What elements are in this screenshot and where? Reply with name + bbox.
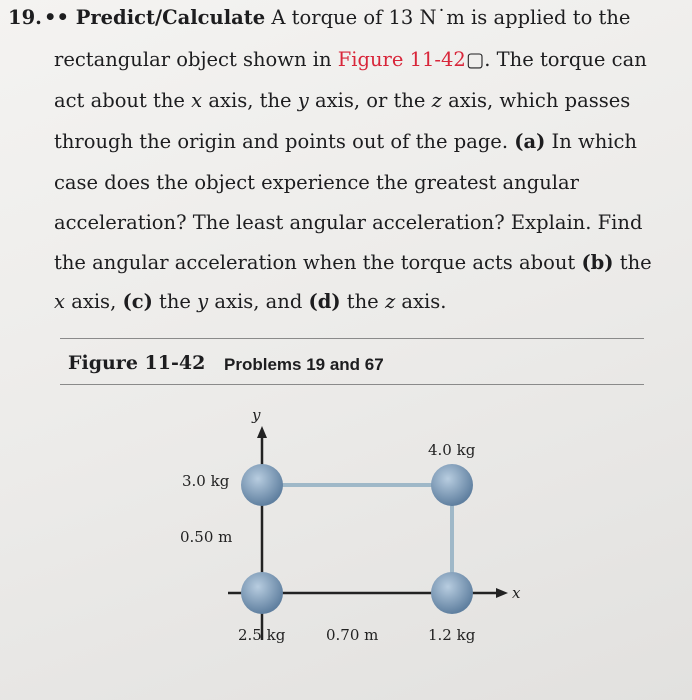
text-segment: z — [431, 89, 442, 112]
text-segment: axis, which passes — [441, 89, 631, 112]
text-segment: the — [152, 290, 198, 313]
text-segment: axis, the — [202, 89, 298, 112]
mass-label-bottom-right: 1.2 kg — [428, 626, 476, 644]
text-segment: x — [191, 89, 203, 112]
problem-number: 19. — [8, 6, 42, 29]
text-segment: the angular acceleration when the torque acts about — [54, 251, 582, 274]
mass-bottom-left — [241, 572, 283, 614]
x-axis-arrow-icon — [496, 588, 508, 598]
height-label: 0.50 m — [180, 528, 233, 546]
text-segment: act about the — [54, 89, 192, 112]
figure-link[interactable]: Figure 11-42 — [337, 48, 466, 71]
mass-top-right — [431, 464, 473, 506]
text-segment: (b) — [581, 251, 614, 274]
text-segment: z — [384, 290, 396, 313]
text-segment: (a) — [514, 130, 546, 153]
text-segment: rectangular object shown in — [54, 48, 338, 71]
mass-bottom-right — [431, 572, 473, 614]
mass-label-top-left: 3.0 kg — [182, 472, 230, 490]
mass-top-left — [241, 464, 283, 506]
text-segment: the — [613, 251, 652, 274]
text-segment: •• Predict/Calculate — [44, 6, 266, 29]
text-segment: axis, — [65, 290, 123, 313]
y-axis-label: y — [252, 406, 261, 424]
mass-label-bottom-left: 2.5 kg — [238, 626, 286, 644]
text-segment: (c) — [122, 290, 153, 313]
figure-problems: Problems 19 and 67 — [224, 355, 384, 374]
mass-label-top-right: 4.0 kg — [428, 441, 476, 459]
text-segment: axis, and — [208, 290, 309, 313]
y-axis-arrow-icon — [257, 426, 267, 438]
text-segment: ▢. The torque can — [465, 48, 647, 71]
figure-label: Figure 11-42 — [68, 352, 206, 374]
text-segment: axis, or the — [308, 89, 432, 112]
text-segment: the — [340, 290, 385, 313]
x-axis-label: x — [512, 584, 521, 602]
text-segment: x — [54, 290, 65, 313]
text-segment: y — [197, 290, 209, 313]
width-label: 0.70 m — [326, 626, 379, 644]
text-segment: A torque of 13 N˙m is applied to the — [265, 6, 631, 29]
text-segment: axis. — [395, 290, 447, 313]
text-segment: y — [297, 89, 309, 112]
text-segment: (d) — [308, 290, 341, 313]
text-segment: case does the object experience the greatest angular — [54, 171, 579, 194]
text-segment: In which — [545, 130, 637, 153]
text-segment: acceleration? The least angular acceleration? Explain. Find — [54, 211, 643, 234]
text-segment: through the origin and points out of the page. — [54, 130, 515, 153]
